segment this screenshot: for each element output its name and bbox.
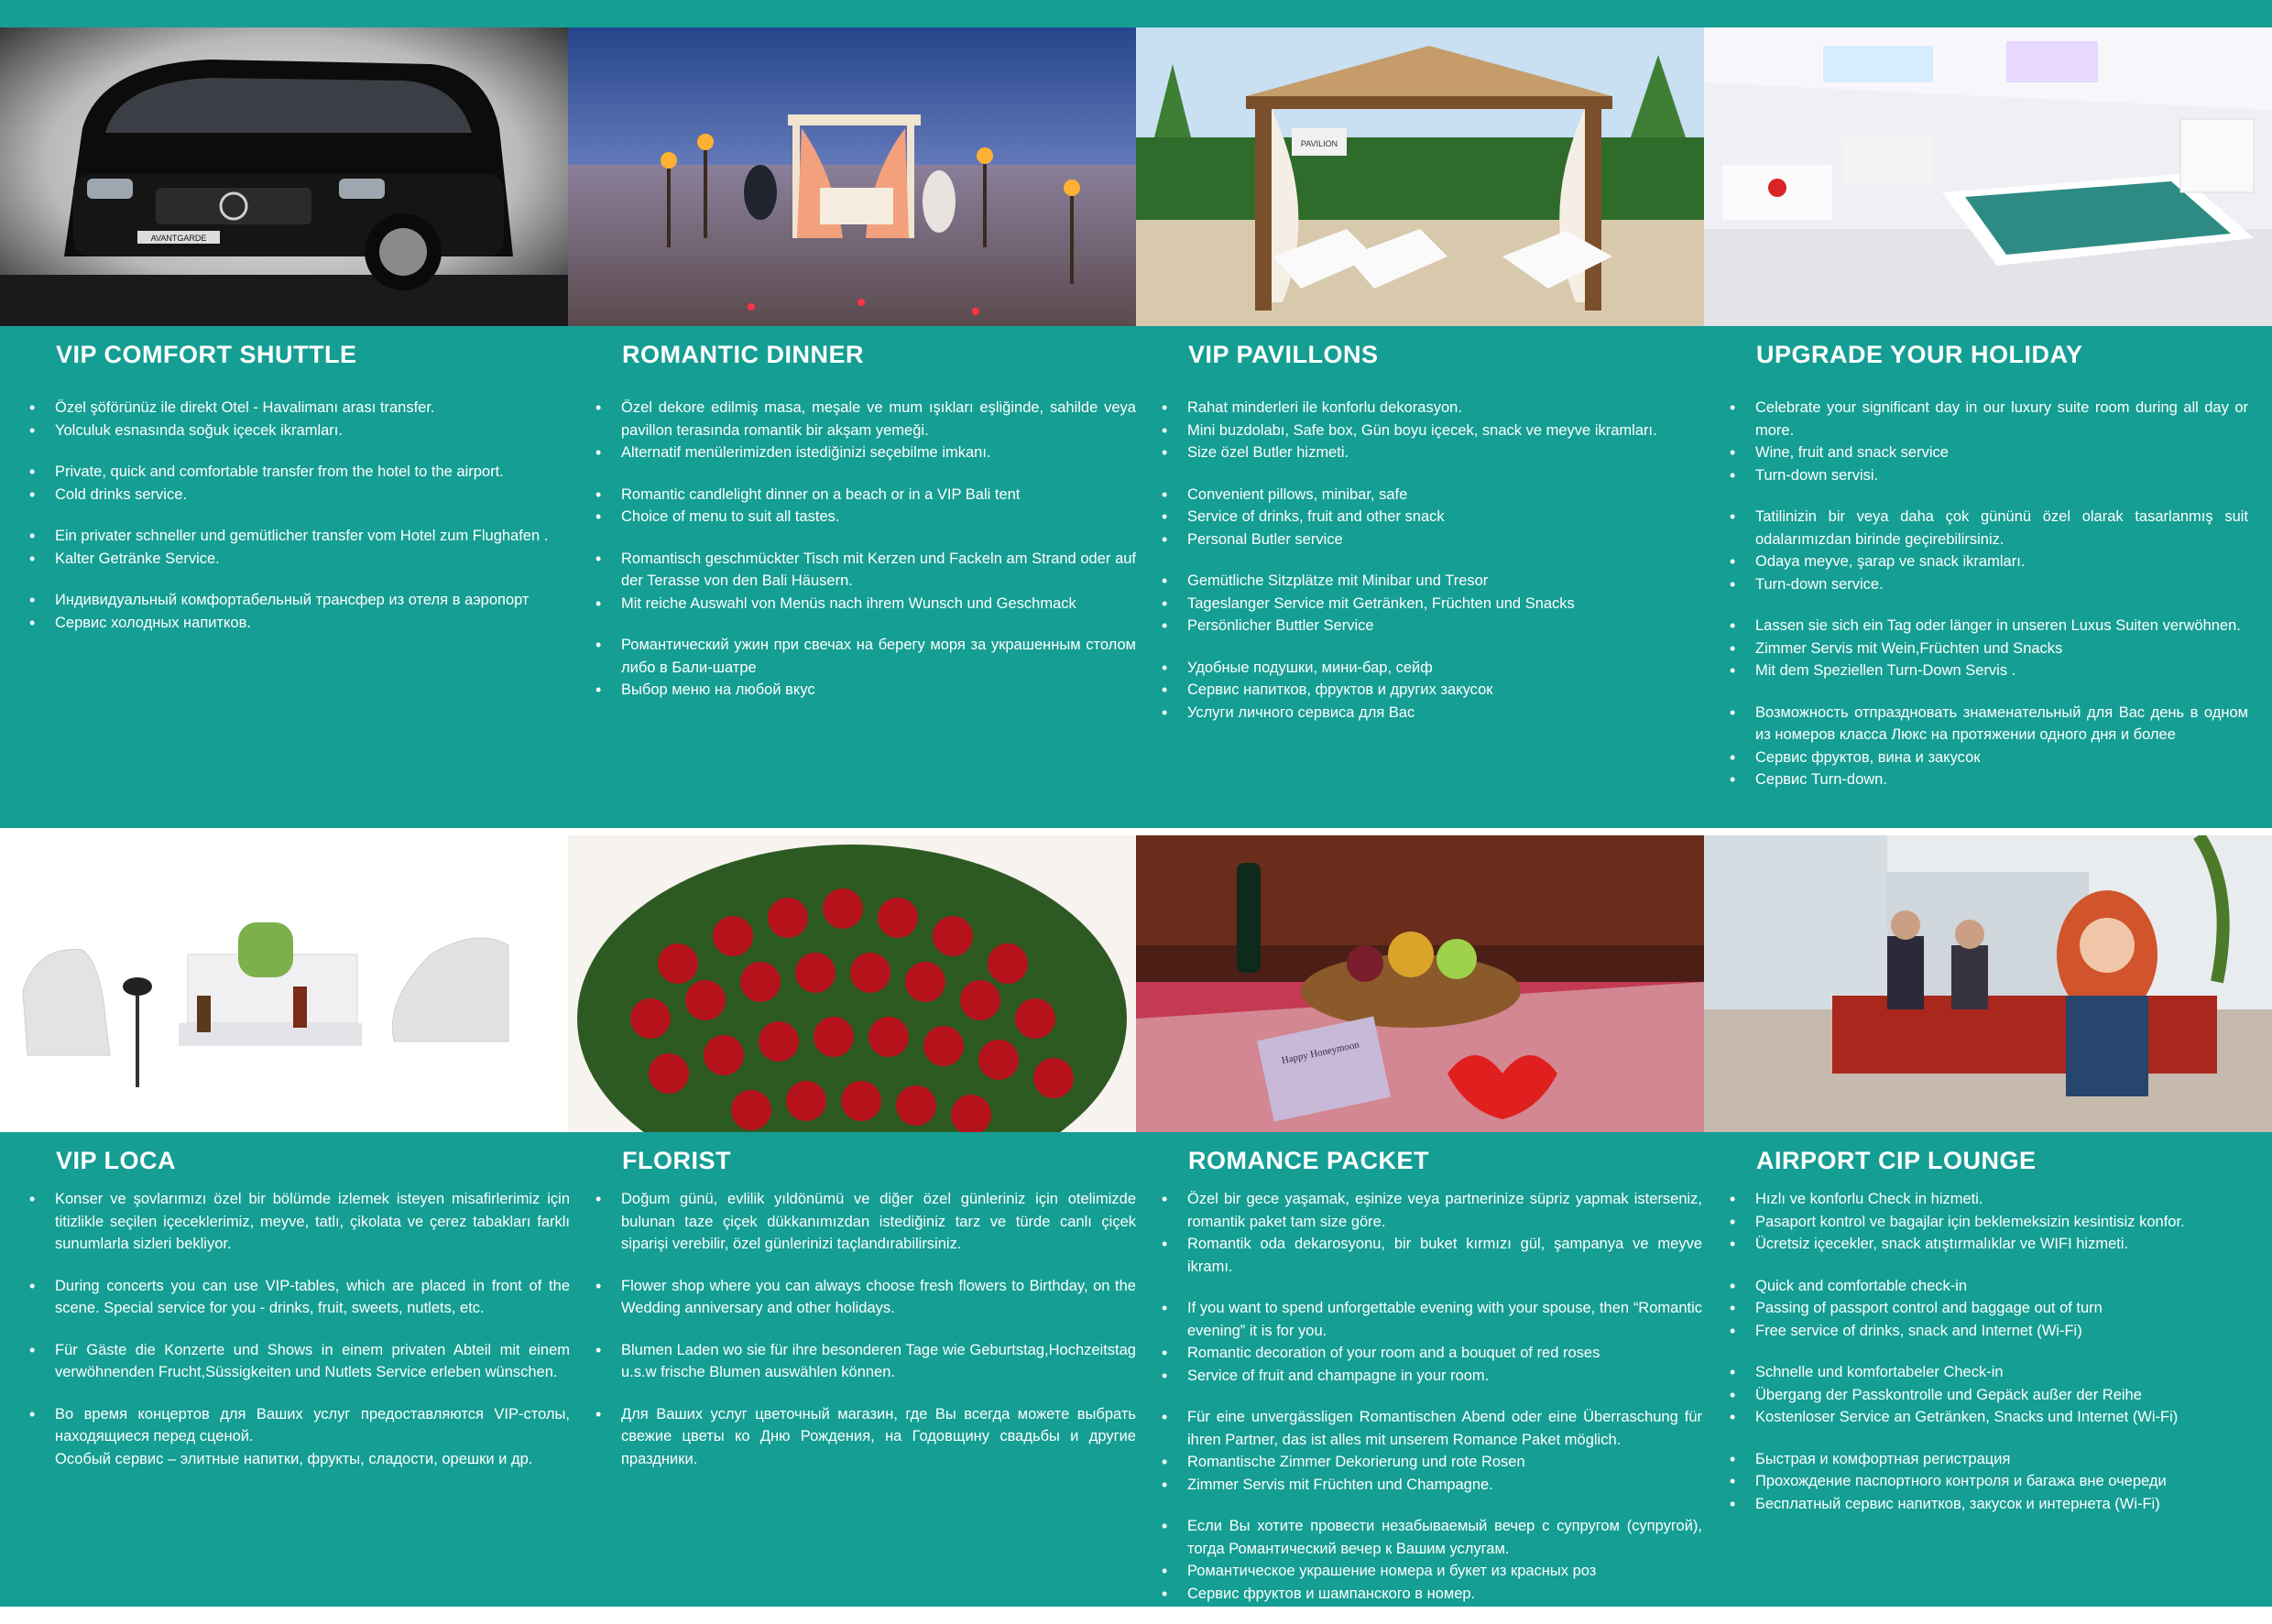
bullet-item: • Mit reiche Auswahl von Menüs nach ihrem Wunsch und Geschmack <box>595 593 1136 616</box>
bullet-item: • Удобные подушки, мини-бар, сейф <box>1162 657 1702 680</box>
bullet-item: • Alternatif menülerimizden istediğinizi seçebilme imkanı. <box>595 441 1136 464</box>
section-title: ROMANCE PACKET <box>1188 1147 1429 1174</box>
bullet-item: • Rahat minderleri ile konforlu dekorasyon. <box>1162 397 1702 420</box>
col-florist <box>595 1147 1136 1489</box>
text-group <box>595 484 1136 529</box>
bullet-item: • Cold drinks service. <box>29 484 570 507</box>
text-group <box>1730 702 2248 791</box>
section-title: UPGRADE YOUR HOLIDAY <box>1756 341 2083 368</box>
col-airport-cip-lounge <box>1730 1147 2248 1534</box>
bullet-item: • Free service of drinks, snack and Internet (Wi-Fi) <box>1730 1320 2248 1343</box>
bullet-item: • Doğum günü, evlilik yıldönümü ve diğer özel günleriniz için otelimizde bulunan taze çiçek dükkanımızdan istediğiniz tarz ve türde canlı çiçek siparişi verebilir, özel günlerinizi taçlandırabilirsiniz. <box>595 1188 1136 1256</box>
text-group <box>1730 506 2248 595</box>
section-title: VIP PAVILLONS <box>1188 341 1379 368</box>
bullet-item: • Choice of menu to suit all tastes. <box>595 506 1136 529</box>
text-group <box>29 397 570 441</box>
bullet-item: • Возможность отпраздновать знаменательный для Вас день в одном из номеров класса Люкс на протяжении одного дня и более <box>1730 702 2248 747</box>
text-group <box>1162 1406 1702 1496</box>
plain-line: Особый сервис – элитные напитки, фрукты, сладости, орешки и др. <box>55 1450 533 1467</box>
section-title: VIP LOCA <box>56 1147 177 1174</box>
bullet-item: • Özel dekore edilmiş masa, meşale ve mum ışıkları eşliğinde, sahilde veya pavillon terasında romantik bir akşam yemeği. <box>595 397 1136 441</box>
bullet-item: • Übergang der Passkontrolle und Gepäck außer der Reihe <box>1730 1384 2248 1407</box>
bullet-item: • Tageslanger Service mit Getränken, Früchten und Snacks <box>1162 593 1702 616</box>
bullet-item: • Для Ваших услуг цветочный магазин, где Вы всегда можете выбрать свежие цветы ко Дню Рождения, на Годовщину свадьбы и другие праздники. <box>595 1403 1136 1471</box>
bullet-item: • Service of fruit and champagne in your room. <box>1162 1365 1702 1388</box>
bullet-item: • Прохождение паспортного контроля и багажа вне очереди <box>1730 1470 2248 1493</box>
bullet-item: • Turn-down servisi. <box>1730 464 2248 487</box>
text-group <box>29 1188 570 1256</box>
middle-teal-strip <box>0 810 2272 828</box>
bullet-item: • Passing of passport control and baggage out of turn <box>1730 1297 2248 1320</box>
bullet-item: • Индивидуальный комфортабельный трансфер из отеля в аэропорт <box>29 589 570 612</box>
bullet-item: • Сервис холодных напитков. <box>29 612 570 635</box>
bullet-item: • Сервис Turn-down. <box>1730 768 2248 791</box>
bullet-item: • During concerts you can use VIP-tables, which are placed in front of the scene. Special service for you - drinks, fruit, sweets, nutlets, etc. <box>29 1275 570 1320</box>
col-vip-loca <box>29 1147 570 1489</box>
bullet-item: • Für eine unvergässligen Romantischen Abend oder eine Überraschung für ihren Partner, das ist alles mit unserem Romance Paket möglich. <box>1162 1406 1702 1451</box>
bullet-item: • Celebrate your significant day in our luxury suite room during all day or more. <box>1730 397 2248 441</box>
text-group <box>595 548 1136 616</box>
bullet-item: • Если Вы хотите провести незабываемый вечер с супругом (супругой), тогда Романтический вечер к Вашим услугам. <box>1162 1515 1702 1560</box>
bullet-item: • Private, quick and comfortable transfer from the hotel to the airport. <box>29 461 570 484</box>
bullet-item: • Size özel Butler hizmeti. <box>1162 441 1702 464</box>
bullet-item: • Быстрая и комфортная регистрация <box>1730 1448 2248 1471</box>
bullet-item: • Romantic decoration of your room and a bouquet of red roses <box>1162 1342 1702 1365</box>
bullet-item: • Odaya meyve, şarap ve snack ikramları. <box>1730 550 2248 573</box>
bullet-item: • Özel bir gece yaşamak, eşinize veya partnerinize süpriz yapmak isterseniz, romantik paket tam size göre. <box>1162 1188 1702 1233</box>
bullet-item: • Pasaport kontrol ve bagajlar için beklemeksizin kesintisiz konfor. <box>1730 1211 2248 1234</box>
airport-lounge-icon <box>1704 835 2272 1132</box>
text-group <box>1162 657 1702 725</box>
bullet-item: • Kostenloser Service an Getränken, Snacks und Internet (Wi-Fi) <box>1730 1406 2248 1429</box>
bullet-item: • Romantic candlelight dinner on a beach or in a VIP Bali tent <box>595 484 1136 507</box>
section-title: VIP COMFORT SHUTTLE <box>56 341 357 368</box>
roses-icon <box>568 835 1136 1132</box>
text-group <box>595 397 1136 464</box>
text-group <box>1162 397 1702 464</box>
bullet-item: • Persönlicher Buttler Service <box>1162 615 1702 638</box>
text-group <box>29 461 570 506</box>
text-group <box>1730 397 2248 486</box>
bullet-item: • Сервис напитков, фруктов и других закусок <box>1162 679 1702 702</box>
text-group <box>595 1275 1136 1320</box>
bullet-item: • Für Gäste die Konzerte und Shows in einem privaten Abteil mit einem verwöhnenden Frucht,Süssigkeiten und Nutlets Service erleben wünschen. <box>29 1339 570 1384</box>
bullet-item: • Gemütliche Sitzplätze mit Minibar und Tresor <box>1162 570 1702 593</box>
bullet-item: • Personal Butler service <box>1162 529 1702 551</box>
pavilion-icon <box>1136 27 1704 326</box>
col-vip-pavillons <box>1162 341 1702 743</box>
bullet-item: • Convenient pillows, minibar, safe <box>1162 484 1702 507</box>
text-group <box>29 1275 570 1320</box>
col-romantic-dinner <box>595 341 1136 721</box>
bullet-item: • If you want to spend unforgettable evening with your spouse, then “Romantic evening” it is for you. <box>1162 1297 1702 1342</box>
bullet-item: • Mit dem Speziellen Turn-Down Servis . <box>1730 659 2248 682</box>
text-group <box>29 589 570 634</box>
black-van-icon <box>0 27 568 326</box>
bullet-item: • Выбор меню на любой вкус <box>595 679 1136 702</box>
bullet-item: • Услуги личного сервиса для Вас <box>1162 702 1702 725</box>
text-group <box>29 525 570 570</box>
bullet-item: • Romantisch geschmückter Tisch mit Kerzen und Fackeln am Strand oder auf der Terasse von den Bali Häusern. <box>595 548 1136 593</box>
bullet-item: • Mini buzdolabı, Safe box, Gün boyu içecek, snack ve meyve ikramları. <box>1162 420 1702 442</box>
bullet-item: • Romantik oda dekarosyonu, bir buket kırmızı gül, şampanya ve meyve ikramı. <box>1162 1233 1702 1278</box>
bullet-item: • Во время концертов для Ваших услуг предоставляются VIP-столы, находящиеся перед сценой. <box>29 1403 570 1448</box>
text-group <box>1730 615 2248 682</box>
bullet-item: • Ein privater schneller und gemütlicher transfer vom Hotel zum Flughafen . <box>29 525 570 548</box>
bullet-item: • Quick and comfortable check-in <box>1730 1275 2248 1298</box>
bullet-item: • Kalter Getränke Service. <box>29 548 570 571</box>
bullet-item: • Романтический ужин при свечах на берегу моря за украшенным столом либо в Бали-шатре <box>595 634 1136 679</box>
text-group <box>1162 1515 1702 1605</box>
bullet-item: • Service of drinks, fruit and other snack <box>1162 506 1702 529</box>
suite-room-icon <box>1704 27 2272 326</box>
bullet-item: • Lassen sie sich ein Tag oder länger in unseren Luxus Suiten verwöhnen. <box>1730 615 2248 638</box>
text-group <box>1730 1188 2248 1256</box>
text-group <box>595 1403 1136 1471</box>
text-group <box>29 1339 570 1384</box>
card-text: Happy Honeymoon <box>1280 1039 1360 1067</box>
van-plate-text: AVANTGARDE <box>150 234 207 243</box>
text-group <box>595 634 1136 702</box>
text-group <box>1730 1448 2248 1516</box>
text-group <box>595 1188 1136 1256</box>
bullet-item: • Romantische Zimmer Dekorierung und rote Rosen <box>1162 1451 1702 1474</box>
bullet-item: • Blumen Laden wo sie für ihre besonderen Tage wie Geburtstag,Hochzeitstag u.s.w frische Blumen auswählen können. <box>595 1339 1136 1384</box>
bullet-item: • Романтическое украшение номера и букет из красных роз <box>1162 1560 1702 1583</box>
text-group <box>1162 484 1702 551</box>
text-group <box>1730 1275 2248 1343</box>
bullet-item: • Konser ve şovlarımızı özel bir bölümde izlemek isteyen misafirlerimiz için titizlikle seçilen içeceklerimiz, meyve, tatlı, çikolata ve çerez tabakları farklı sunumlarla sizleri bekliyor. <box>29 1188 570 1256</box>
text-group <box>1730 1361 2248 1429</box>
pavilion-sign: PAVILION <box>1300 139 1338 148</box>
text-group <box>1162 570 1702 638</box>
bullet-item: • Wine, fruit and snack service <box>1730 441 2248 464</box>
col-upgrade-your-holiday <box>1730 341 2248 811</box>
bullet-item: • Zimmer Servis mit Früchten und Champagne. <box>1162 1474 1702 1497</box>
bullet-item: • Tatilinizin bir veya daha çok gününü özel olarak tasarlanmış suit odalarımızdan birinde geçirebilirsiniz. <box>1730 506 2248 550</box>
bullet-item: • Schnelle und komfortabeler Check-in <box>1730 1361 2248 1384</box>
section-title: FLORIST <box>622 1147 731 1174</box>
bullet-item: • Zimmer Servis mit Wein,Früchten und Snacks <box>1730 638 2248 660</box>
col-romance-packet <box>1162 1147 1702 1624</box>
bullet-item: • Yolculuk esnasında soğuk içecek ikramları. <box>29 420 570 442</box>
text-group <box>1162 1188 1702 1278</box>
section-title: AIRPORT CIP LOUNGE <box>1756 1147 2037 1174</box>
bullet-item: • Hızlı ve konforlu Check in hizmeti. <box>1730 1188 2248 1211</box>
top-teal-bar <box>0 0 2272 27</box>
bullet-item: • Ücretsiz içecekler, snack atıştırmalıklar ve WIFI hizmeti. <box>1730 1233 2248 1256</box>
text-group <box>29 1403 570 1471</box>
bullet-item: • Сервис фруктов и шампанского в номер. <box>1162 1583 1702 1606</box>
text-group <box>595 1339 1136 1384</box>
beach-dinner-icon <box>568 27 1136 326</box>
bullet-item: • Бесплатный сервис напитков, закусок и интернета (Wi-Fi) <box>1730 1493 2248 1516</box>
text-group <box>1162 1297 1702 1387</box>
bullet-item: • Flower shop where you can always choose fresh flowers to Birthday, on the Wedding anniversary and other holidays. <box>595 1275 1136 1320</box>
champagne-fruit-icon <box>1136 835 1704 1132</box>
lounge-furniture-icon <box>0 835 568 1132</box>
bullet-item: • Özel şöförünüz ile direkt Otel - Havalimanı arası transfer. <box>29 397 570 420</box>
col-vip-comfort-shuttle <box>29 341 570 653</box>
section-title: ROMANTIC DINNER <box>622 341 864 368</box>
bullet-item: • Turn-down service. <box>1730 573 2248 596</box>
bullet-item: • Сервис фруктов, вина и закусок <box>1730 747 2248 769</box>
